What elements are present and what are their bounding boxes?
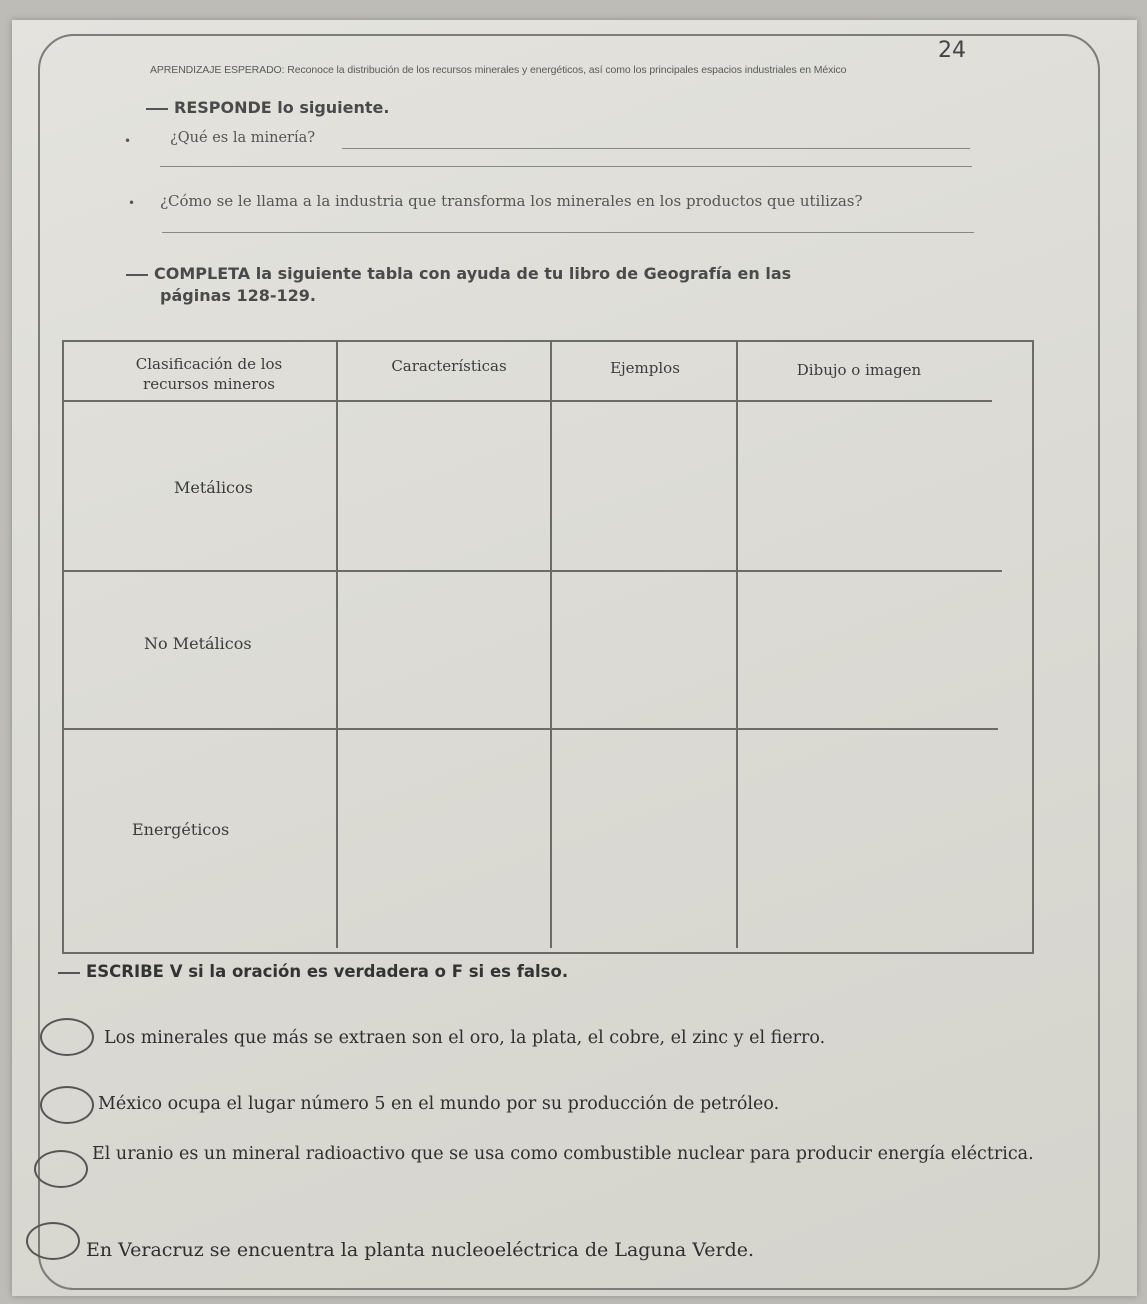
header-ejemplos: Ejemplos [610,359,680,377]
section-responde-label: RESPONDE lo siguiente. [174,98,390,117]
table-divider [336,342,338,948]
statement-2: México ocupa el lugar número 5 en el mundo por su producción de petróleo. [98,1094,780,1114]
section-completa-title [126,262,791,286]
table-divider [736,342,738,948]
section-completa-line1: COMPLETA la siguiente tabla con ayuda de tu libro de Geografía en las [154,264,792,283]
answer-oval-2[interactable] [40,1086,94,1124]
row-label-metalicos: Metálicos [174,478,253,497]
answer-oval-3[interactable] [34,1150,88,1188]
question-mineria: ¿Qué es la minería? [170,130,316,146]
section-escribe-title [58,962,568,981]
statement-4: En Veracruz se encuentra la planta nucleoeléctrica de Laguna Verde. [86,1239,755,1261]
header-clasificacion: Clasificación de los recursos mineros [135,355,283,393]
row-label-energeticos: Energéticos [132,820,230,839]
answer-line-1a[interactable] [342,148,970,149]
header-dibujo: Dibujo o imagen [796,361,922,379]
section-escribe-label: ESCRIBE V si la oración es verdadera o F si es falso. [86,962,569,981]
answer-line-1b[interactable] [160,166,972,167]
answer-line-2[interactable] [162,232,974,233]
row-label-no-metalicos: No Metálicos [144,634,252,653]
header-caracteristicas: Características [391,357,507,375]
statement-3: El uranio es un mineral radioactivo que se usa como combustible nuclear para producir energía eléctrica. [92,1144,1034,1164]
answer-oval-1[interactable] [40,1018,94,1056]
pencil-icon [58,972,80,974]
pencil-icon [126,274,148,276]
page-number: 24 [938,38,966,63]
section-responde-title [146,98,389,117]
table-divider [64,728,998,730]
bullet-icon: • [124,134,132,148]
learning-objective: APRENDIZAJE ESPERADO: Reconoce la distribución de los recursos minerales y energéticos, así como los principales espacios industriales en México [150,64,847,76]
question-industria: ¿Cómo se le llama a la industria que transforma los minerales en los productos que utilizas? [160,192,863,210]
answer-oval-4[interactable] [26,1222,80,1260]
statement-1: Los minerales que más se extraen son el oro, la plata, el cobre, el zinc y el fierro. [104,1028,826,1048]
classification-table [62,340,1034,954]
section-completa-line2: páginas 128-129. [160,286,316,305]
pencil-icon [146,108,168,110]
bullet-icon: • [128,196,136,210]
table-divider [64,400,992,402]
table-divider [550,342,552,948]
table-divider [64,570,1002,572]
